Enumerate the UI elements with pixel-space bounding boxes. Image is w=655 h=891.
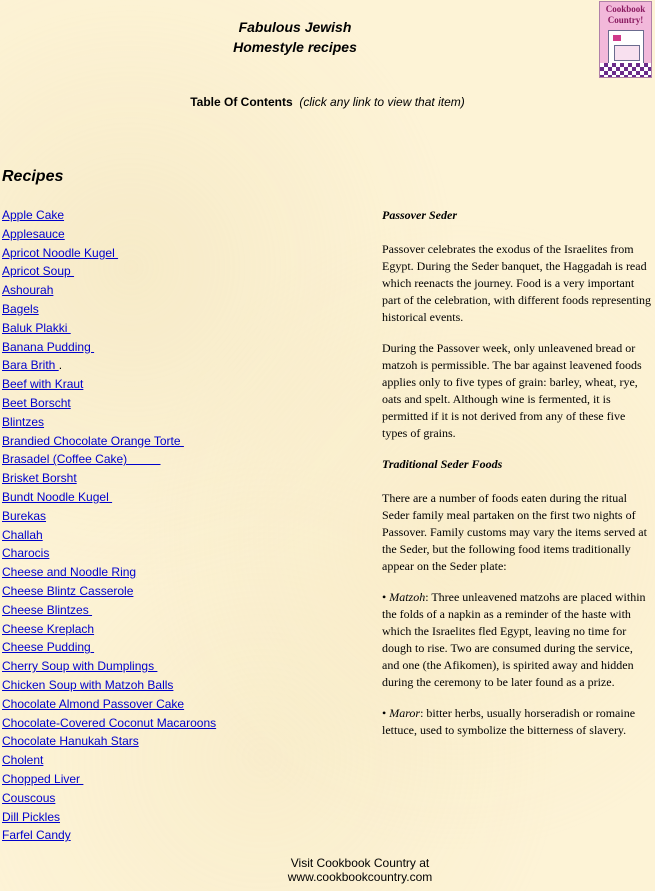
stove-icon: [608, 30, 644, 64]
footer-link[interactable]: www.cookbookcountry.com: [287, 870, 433, 884]
list-item: [2, 544, 216, 563]
site-title: [0, 17, 590, 57]
list-item: [2, 507, 216, 526]
list-item: [2, 394, 216, 413]
list-item: [2, 375, 216, 394]
recipe-list: [2, 206, 216, 845]
list-item: [2, 244, 216, 263]
list-item: [2, 601, 216, 620]
recipe-link[interactable]: Brandied Chocolate Orange Torte: [2, 433, 184, 448]
article-heading-passover-seder: Passover Seder: [382, 208, 457, 222]
article-bullet-maror: [382, 705, 652, 739]
recipe-link[interactable]: Burekas: [2, 508, 47, 523]
article-paragraph: There are a number of foods eaten during the ritual Seder family meal partaken on the first two nights of Passover. Family customs may vary the items served at the Seder, but the following food items traditionally appear on the Seder plate:: [382, 491, 647, 573]
recipe-link[interactable]: Cheese and Noodle Ring: [2, 565, 137, 580]
list-item: [2, 751, 216, 770]
bullet-term: Matzoh: [389, 590, 426, 604]
list-item: [2, 526, 216, 545]
recipe-link[interactable]: Blintzes: [2, 414, 45, 429]
bullet-icon: •: [382, 590, 390, 604]
recipe-link[interactable]: Bundt Noodle Kugel: [2, 489, 113, 504]
list-item: [2, 338, 216, 357]
list-item: [2, 432, 216, 451]
bullet-icon: •: [382, 706, 390, 720]
recipes-heading: Recipes: [2, 168, 64, 185]
list-item: [2, 262, 216, 281]
list-item: [2, 413, 216, 432]
recipe-suffix: .: [58, 358, 63, 373]
list-item: [2, 808, 216, 827]
list-item: [2, 300, 216, 319]
recipe-link[interactable]: Cheese Blintzes: [2, 602, 93, 617]
checkered-floor-icon: [600, 63, 651, 77]
list-item: [2, 638, 216, 657]
list-item: [2, 450, 216, 469]
list-item: [2, 469, 216, 488]
recipe-link[interactable]: Applesauce: [2, 226, 65, 241]
recipe-link[interactable]: Cherry Soup with Dumplings: [2, 659, 158, 674]
recipe-link[interactable]: Charocis: [2, 546, 50, 561]
recipe-link[interactable]: Brasadel (Coffee Cake): [2, 452, 161, 467]
table-of-contents: [0, 95, 655, 109]
recipe-link[interactable]: Cholent: [2, 753, 44, 768]
recipe-link[interactable]: Apricot Soup: [2, 264, 75, 279]
list-item: [2, 770, 216, 789]
list-item: [2, 826, 216, 845]
recipe-link[interactable]: Chocolate-Covered Coconut Macaroons: [2, 715, 217, 730]
recipe-link[interactable]: Dill Pickles: [2, 809, 61, 824]
recipe-link[interactable]: Cheese Pudding: [2, 640, 95, 655]
recipe-link[interactable]: Ashourah: [2, 283, 54, 298]
list-item: [2, 620, 216, 639]
footer: [0, 856, 655, 884]
recipe-link[interactable]: Bara Brith: [2, 358, 59, 373]
article-heading-seder-foods: Traditional Seder Foods: [382, 457, 503, 471]
recipe-link[interactable]: Apple Cake: [2, 208, 65, 222]
recipe-link[interactable]: Couscous: [2, 790, 56, 805]
list-item: [2, 206, 216, 225]
recipe-link[interactable]: Cheese Blintz Casserole: [2, 583, 134, 598]
site-title-line2: Homestyle recipes: [233, 39, 357, 55]
recipe-link[interactable]: Cheese Kreplach: [2, 621, 95, 636]
recipe-link[interactable]: Beef with Kraut: [2, 377, 84, 392]
site-title-line1: Fabulous Jewish: [238, 19, 352, 35]
toc-hint: (click any link to view that item): [299, 95, 465, 109]
list-item: [2, 732, 216, 751]
recipe-link[interactable]: Farfel Candy: [2, 828, 71, 843]
recipe-link[interactable]: Chocolate Almond Passover Cake: [2, 696, 185, 711]
passover-article: [382, 207, 652, 753]
bullet-text: : bitter herbs, usually horseradish or romaine lettuce, used to symbolize the bitterness of slavery.: [382, 706, 636, 737]
list-item: [2, 695, 216, 714]
list-item: [2, 582, 216, 601]
recipe-link[interactable]: Chicken Soup with Matzoh Balls: [2, 677, 174, 692]
bullet-text: : Three unleavened matzohs are placed within the folds of a napkin as a reminder of the haste with which the Israelites fled Egypt, leaving no time for dough to rise. Two are consumed during the service, and one (the Afikomen), is spirited away and hidden during the ceremony to be later found as a prize.: [382, 590, 646, 689]
recipe-link[interactable]: Beet Borscht: [2, 395, 71, 410]
list-item: [2, 789, 216, 808]
recipe-link[interactable]: Challah: [2, 527, 43, 542]
recipe-link[interactable]: Chocolate Hanukah Stars: [2, 734, 139, 749]
list-item: [2, 319, 216, 338]
footer-line1: Visit Cookbook Country at: [290, 856, 430, 870]
bullet-term: Maror: [389, 706, 421, 720]
list-item: [2, 488, 216, 507]
recipe-link[interactable]: Baluk Plakki: [2, 320, 71, 335]
article-paragraph: During the Passover week, only unleavened bread or matzoh is permissible. The bar against leavened foods applies only to five types of grain: barley, wheat, rye, oats and spelt. Although wine is fermented, it is permitted if it is not derived from any of these five types of grains.: [382, 341, 642, 440]
recipe-link[interactable]: Banana Pudding: [2, 339, 95, 354]
article-paragraph: Passover celebrates the exodus of the Israelites from Egypt. During the Seder banquet, the Haggadah is read which reenacts the journey. Food is a very important part of the celebration, with different foods representing historical events.: [382, 242, 652, 324]
cookbook-country-logo[interactable]: [599, 1, 652, 78]
list-item: [2, 225, 216, 244]
article-bullet-matzoh: [382, 589, 652, 691]
recipe-link[interactable]: Brisket Borsht: [2, 471, 77, 486]
list-item: [2, 676, 216, 695]
list-item: [2, 281, 216, 300]
recipe-link[interactable]: Apricot Noodle Kugel: [2, 245, 119, 260]
list-item: [2, 563, 216, 582]
toc-label: Table Of Contents: [190, 95, 293, 109]
logo-text: Cookbook Country!: [605, 4, 646, 25]
recipe-link[interactable]: Chopped Liver: [2, 771, 84, 786]
recipe-link[interactable]: Bagels: [2, 301, 39, 316]
list-item: [2, 356, 216, 375]
list-item: [2, 714, 216, 733]
list-item: [2, 657, 216, 676]
